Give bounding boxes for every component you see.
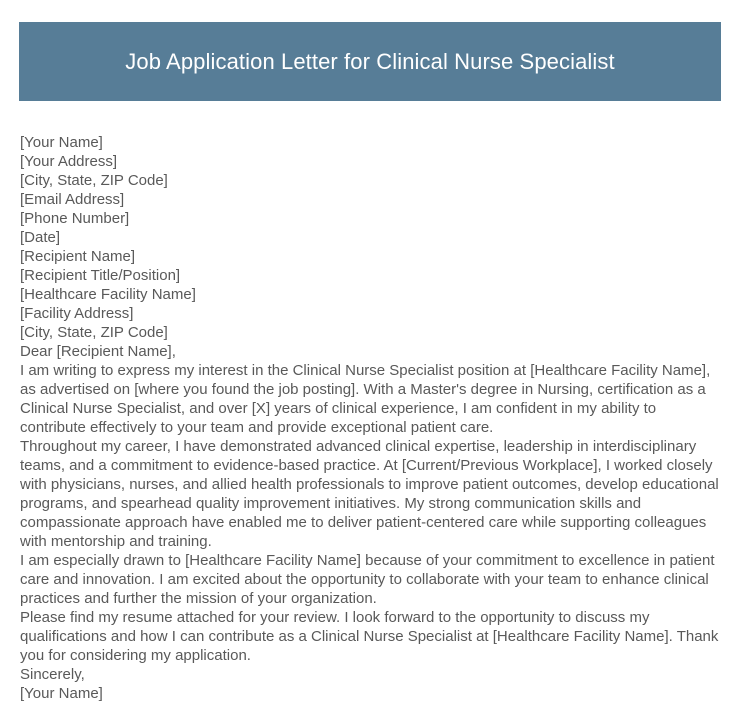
body-paragraph-2: Throughout my career, I have demonstrated advanced clinical expertise, leadership in interdisciplinary teams, and a commitment to evidence-based practice. At [Current/Previous Workplace], I worked closely with physicians, nurses, and allied health professionals to improve patient outcomes, develop educational programs, and spearhead quality improvement initiatives. My strong communication skills and compassionate approach have enabled me to deliver patient-centered care while supporting colleagues with mentorship and training. bbox=[20, 438, 719, 550]
recipient-address-block bbox=[20, 247, 724, 342]
letter-title: Job Application Letter for Clinical Nurse Specialist bbox=[125, 48, 615, 74]
sender-line-date: [Date] bbox=[20, 229, 61, 246]
recipient-line-city: [City, State, ZIP Code] bbox=[20, 324, 168, 341]
recipient-line-title: [Recipient Title/Position] bbox=[20, 267, 181, 284]
sender-line-phone: [Phone Number] bbox=[20, 210, 130, 227]
closing-salutation: Sincerely, bbox=[20, 666, 85, 683]
letter-header-banner bbox=[19, 22, 721, 101]
signature-name: [Your Name] bbox=[20, 685, 103, 702]
body-paragraph-1: I am writing to express my interest in the Clinical Nurse Specialist position at [Healthcare Facility Name], as advertised on [where you found the job posting]. With a Master's degree in Nursing, certification as a Clinical Nurse Specialist, and over [X] years of clinical experience, I am confident in my ability to contribute effectively to your team and provide exceptional patient care. bbox=[20, 362, 711, 436]
sender-line-email: [Email Address] bbox=[20, 191, 125, 208]
salutation: Dear [Recipient Name], bbox=[20, 343, 176, 360]
sender-address-block bbox=[20, 133, 724, 247]
recipient-line-facility: [Healthcare Facility Name] bbox=[20, 286, 196, 303]
letter-content bbox=[20, 133, 724, 703]
recipient-line-name: [Recipient Name] bbox=[20, 248, 136, 265]
recipient-line-address: [Facility Address] bbox=[20, 305, 134, 322]
sender-line-city: [City, State, ZIP Code] bbox=[20, 172, 168, 189]
sender-line-address: [Your Address] bbox=[20, 153, 118, 170]
body-paragraph-3: I am especially drawn to [Healthcare Facility Name] because of your commitment to excellence in patient care and innovation. I am excited about the opportunity to collaborate with your team to enhance clinical practices and further the mission of your organization. bbox=[20, 552, 715, 607]
sender-line-name: [Your Name] bbox=[20, 134, 103, 151]
body-paragraph-4: Please find my resume attached for your review. I look forward to the opportunity to discuss my qualifications and how I can contribute as a Clinical Nurse Specialist at [Healthcare Facility Name]. Thank you for considering my application. bbox=[20, 609, 719, 664]
